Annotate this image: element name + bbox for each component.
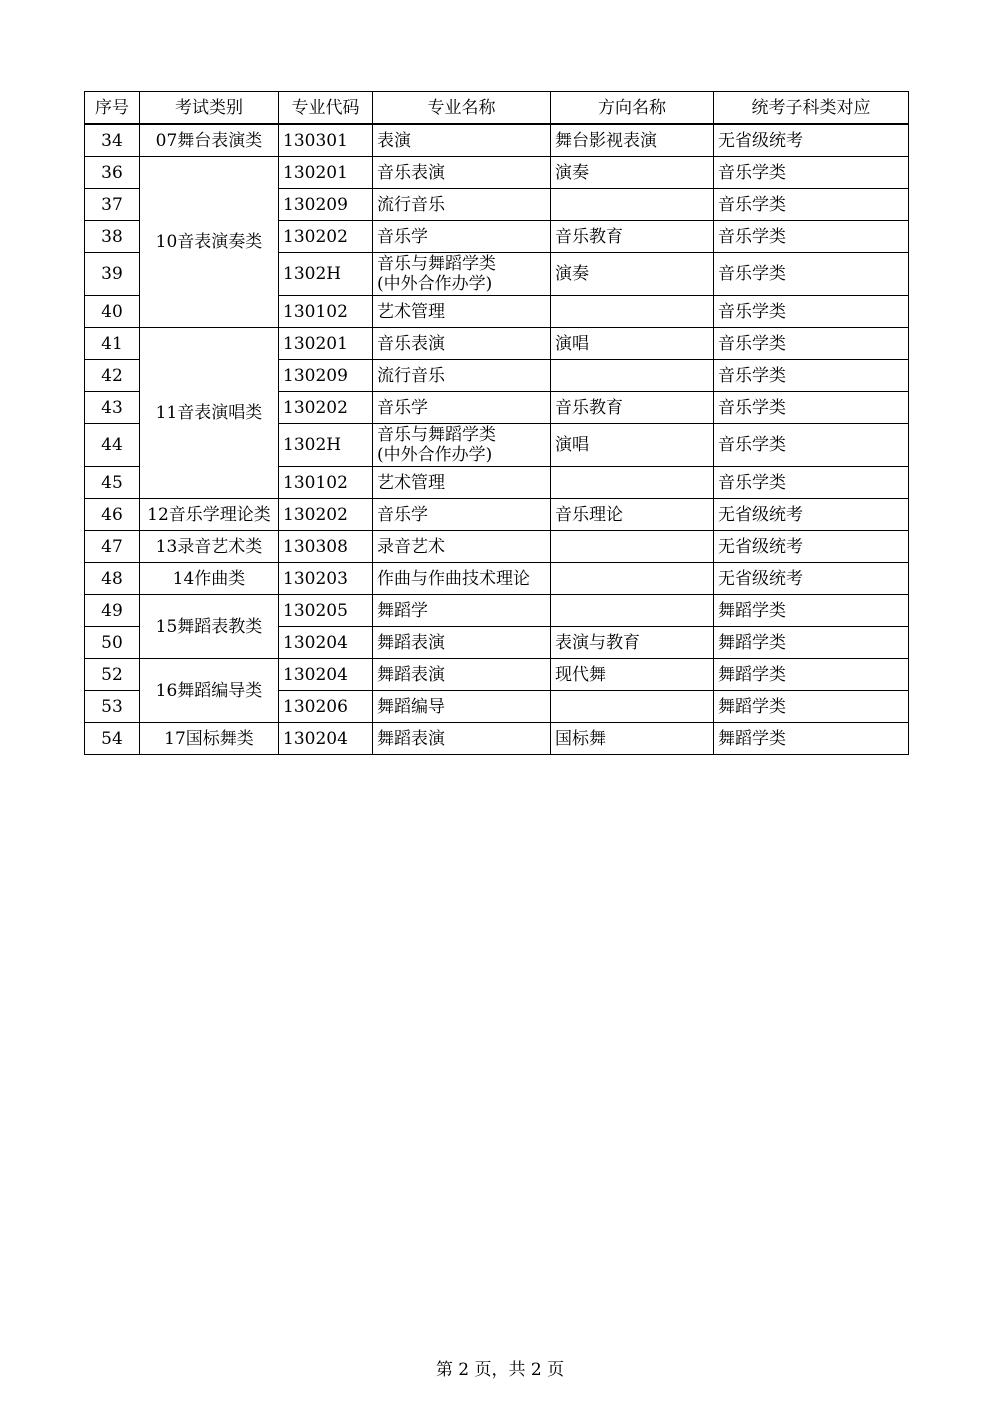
cell-no: 38 [85, 221, 140, 253]
table-row [85, 531, 909, 563]
cell-code: 130206 [279, 691, 373, 723]
cell-category: 11音表演唱类 [140, 328, 279, 499]
cell-major [373, 124, 551, 157]
cell-direction: 演唱 [551, 328, 714, 360]
major-table [84, 91, 909, 755]
cell-exam: 舞蹈学类 [714, 627, 909, 659]
cell-major [373, 296, 551, 328]
major-line: 音乐学 [377, 226, 428, 247]
major-line: 音乐学 [377, 397, 428, 418]
cell-code: 130203 [279, 563, 373, 595]
cell-code: 130201 [279, 328, 373, 360]
cell-direction: 音乐教育 [551, 221, 714, 253]
major-line: 流行音乐 [377, 365, 445, 386]
table-row [85, 124, 909, 157]
cell-exam: 音乐学类 [714, 253, 909, 296]
cell-category: 13录音艺术类 [140, 531, 279, 563]
cell-no: 39 [85, 253, 140, 296]
cell-code: 1302H [279, 424, 373, 467]
major-line: 舞蹈编导 [377, 696, 445, 717]
major-line: 艺术管理 [377, 301, 445, 322]
cell-major [373, 691, 551, 723]
cell-code: 130102 [279, 467, 373, 499]
cell-exam: 音乐学类 [714, 467, 909, 499]
cell-exam: 音乐学类 [714, 424, 909, 467]
cell-direction: 演奏 [551, 253, 714, 296]
cell-major [373, 499, 551, 531]
major-line: (中外合作办学) [377, 445, 493, 465]
cell-major [373, 424, 551, 467]
cell-no: 54 [85, 723, 140, 755]
major-line: 舞蹈表演 [377, 728, 445, 749]
header-major: 专业名称 [373, 92, 551, 125]
cell-exam: 无省级统考 [714, 124, 909, 157]
cell-direction: 舞台影视表演 [551, 124, 714, 157]
cell-no: 50 [85, 627, 140, 659]
cell-direction: 现代舞 [551, 659, 714, 691]
cell-exam: 音乐学类 [714, 296, 909, 328]
major-line: 流行音乐 [377, 194, 445, 215]
cell-no: 34 [85, 124, 140, 157]
major-line: 音乐表演 [377, 162, 445, 183]
cell-direction [551, 296, 714, 328]
cell-direction: 演唱 [551, 424, 714, 467]
cell-no: 41 [85, 328, 140, 360]
table-row [85, 595, 909, 627]
cell-category: 15舞蹈表教类 [140, 595, 279, 659]
cell-direction [551, 467, 714, 499]
cell-code: 130102 [279, 296, 373, 328]
table-row [85, 659, 909, 691]
cell-no: 52 [85, 659, 140, 691]
cell-direction [551, 595, 714, 627]
cell-code: 130209 [279, 360, 373, 392]
cell-category: 07舞台表演类 [140, 124, 279, 157]
header-no: 序号 [85, 92, 140, 125]
major-line: 表演 [377, 130, 411, 151]
major-line: 音乐表演 [377, 333, 445, 354]
header-exam: 统考子科类对应 [714, 92, 909, 125]
cell-major [373, 157, 551, 189]
cell-major [373, 659, 551, 691]
cell-category: 17国标舞类 [140, 723, 279, 755]
cell-direction: 音乐理论 [551, 499, 714, 531]
cell-major [373, 531, 551, 563]
cell-exam: 舞蹈学类 [714, 723, 909, 755]
cell-exam: 音乐学类 [714, 360, 909, 392]
cell-direction: 音乐教育 [551, 392, 714, 424]
cell-code: 130201 [279, 157, 373, 189]
page-footer: 第 2 页，共 2 页 [435, 1360, 565, 1380]
cell-code: 130202 [279, 221, 373, 253]
cell-exam: 无省级统考 [714, 499, 909, 531]
cell-direction: 演奏 [551, 157, 714, 189]
cell-no: 36 [85, 157, 140, 189]
cell-exam: 音乐学类 [714, 157, 909, 189]
cell-no: 42 [85, 360, 140, 392]
cell-no: 46 [85, 499, 140, 531]
cell-code: 130301 [279, 124, 373, 157]
table-row [85, 723, 909, 755]
table-row [85, 328, 909, 360]
major-line: 录音艺术 [377, 536, 445, 557]
major-line: 艺术管理 [377, 472, 445, 493]
cell-major [373, 563, 551, 595]
cell-no: 48 [85, 563, 140, 595]
cell-category: 16舞蹈编导类 [140, 659, 279, 723]
cell-no: 40 [85, 296, 140, 328]
major-line: (中外合作办学) [377, 274, 493, 294]
major-line: 音乐与舞蹈学类 [377, 254, 496, 274]
cell-code: 130204 [279, 627, 373, 659]
cell-category: 10音表演奏类 [140, 157, 279, 328]
cell-exam: 音乐学类 [714, 189, 909, 221]
cell-code: 130205 [279, 595, 373, 627]
cell-direction [551, 189, 714, 221]
major-line: 舞蹈表演 [377, 664, 445, 685]
cell-no: 37 [85, 189, 140, 221]
cell-category: 14作曲类 [140, 563, 279, 595]
cell-exam: 无省级统考 [714, 563, 909, 595]
major-line: 舞蹈学 [377, 600, 428, 621]
cell-major [373, 595, 551, 627]
cell-code: 1302H [279, 253, 373, 296]
cell-exam: 音乐学类 [714, 328, 909, 360]
cell-major [373, 467, 551, 499]
cell-direction [551, 691, 714, 723]
table-header-row [85, 92, 909, 125]
cell-code: 130202 [279, 392, 373, 424]
header-direction: 方向名称 [551, 92, 714, 125]
major-line: 音乐与舞蹈学类 [377, 425, 496, 445]
cell-direction [551, 563, 714, 595]
cell-major [373, 328, 551, 360]
cell-code: 130202 [279, 499, 373, 531]
table-body [85, 124, 909, 755]
header-category: 考试类别 [140, 92, 279, 125]
header-code: 专业代码 [279, 92, 373, 125]
cell-no: 47 [85, 531, 140, 563]
cell-no: 45 [85, 467, 140, 499]
cell-no: 53 [85, 691, 140, 723]
cell-major [373, 253, 551, 296]
cell-direction [551, 531, 714, 563]
cell-no: 43 [85, 392, 140, 424]
cell-major [373, 392, 551, 424]
major-line: 舞蹈表演 [377, 632, 445, 653]
table-row [85, 499, 909, 531]
cell-code: 130204 [279, 659, 373, 691]
major-line: 作曲与作曲技术理论 [377, 568, 530, 589]
cell-code: 130209 [279, 189, 373, 221]
cell-major [373, 723, 551, 755]
cell-major [373, 627, 551, 659]
cell-direction [551, 360, 714, 392]
table-row [85, 157, 909, 189]
cell-exam: 音乐学类 [714, 221, 909, 253]
cell-direction: 表演与教育 [551, 627, 714, 659]
cell-no: 49 [85, 595, 140, 627]
cell-direction: 国标舞 [551, 723, 714, 755]
cell-category: 12音乐学理论类 [140, 499, 279, 531]
cell-major [373, 221, 551, 253]
table-row [85, 563, 909, 595]
cell-major [373, 189, 551, 221]
cell-code: 130308 [279, 531, 373, 563]
cell-exam: 舞蹈学类 [714, 595, 909, 627]
cell-exam: 舞蹈学类 [714, 659, 909, 691]
major-line: 音乐学 [377, 504, 428, 525]
cell-major [373, 360, 551, 392]
cell-no: 44 [85, 424, 140, 467]
cell-code: 130204 [279, 723, 373, 755]
cell-exam: 音乐学类 [714, 392, 909, 424]
cell-exam: 无省级统考 [714, 531, 909, 563]
cell-exam: 舞蹈学类 [714, 691, 909, 723]
